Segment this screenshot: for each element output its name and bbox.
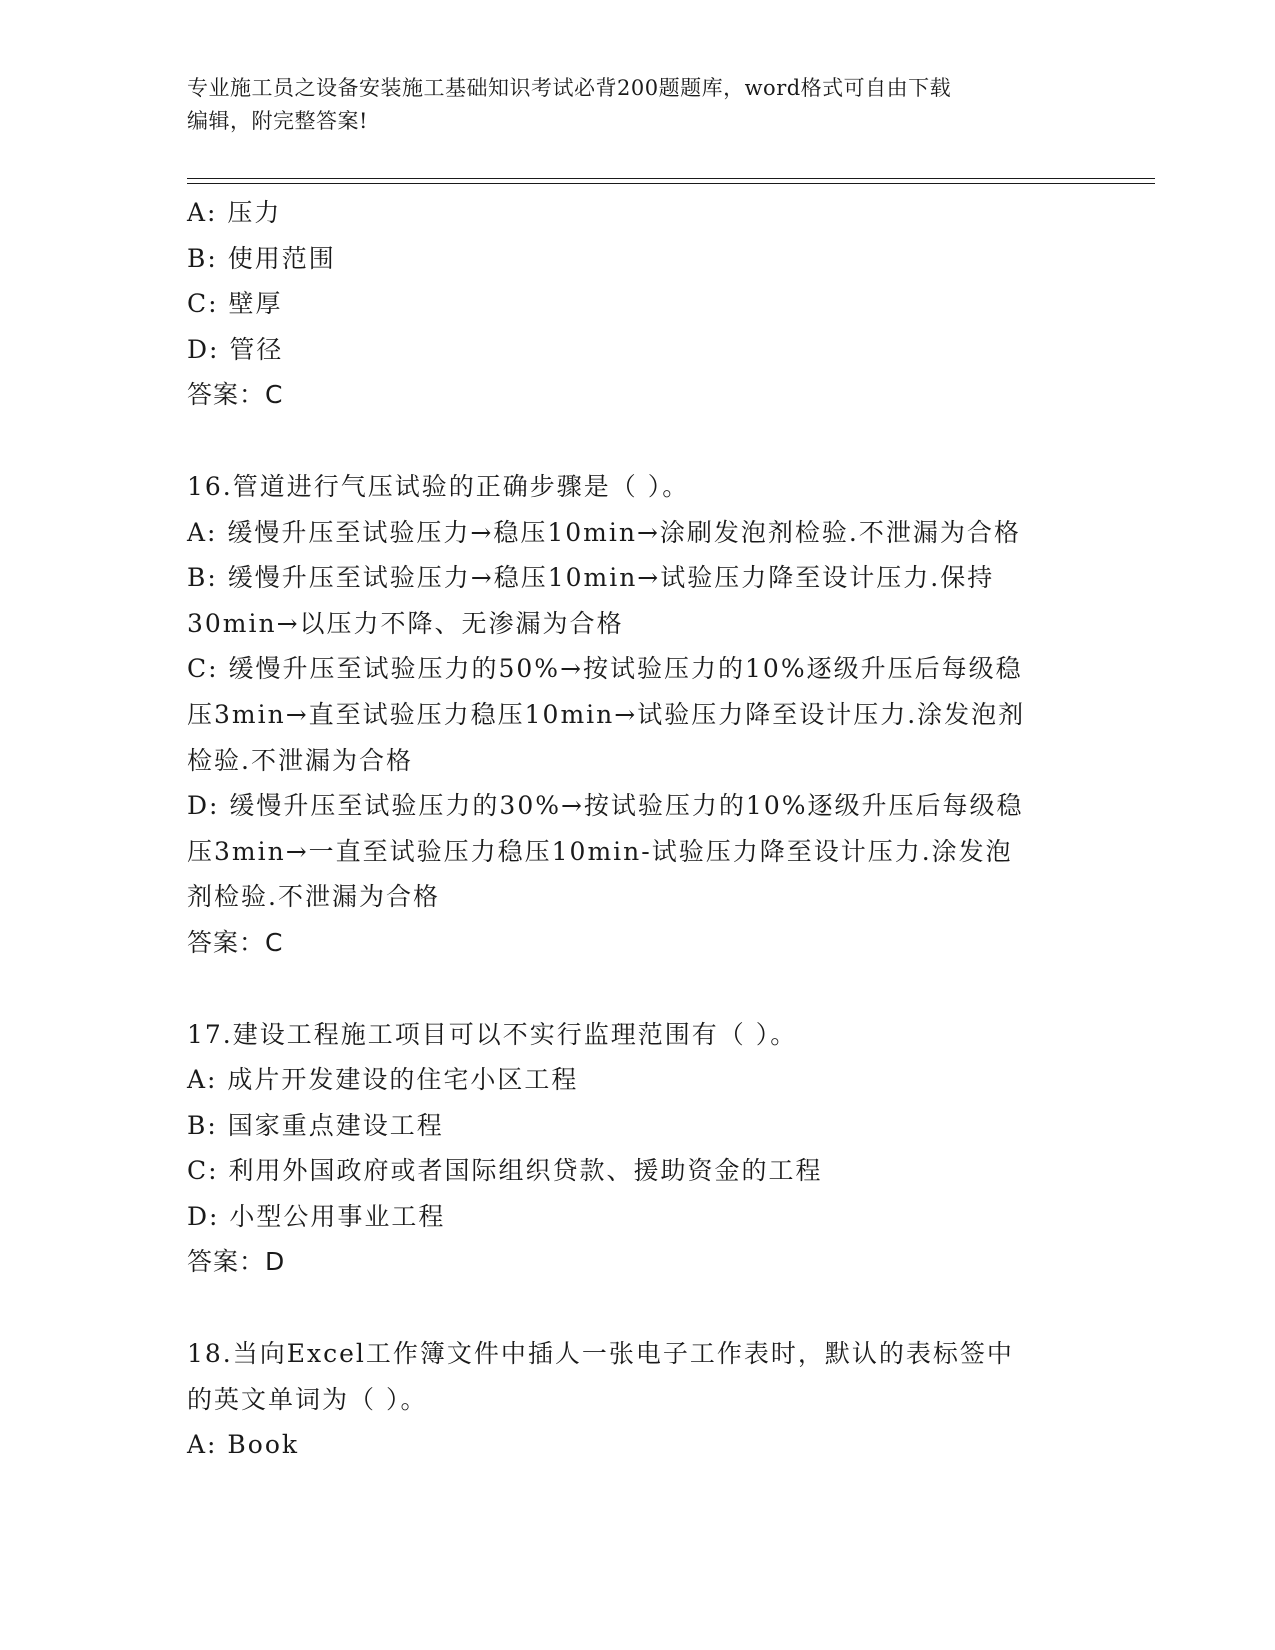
answer-label: 答案：C (187, 380, 284, 410)
document-header (187, 72, 1087, 138)
option-a: A: 缓慢升压至试验压力→稳压10min→涂刷发泡剂检验.不泄漏为合格 (187, 517, 1021, 547)
option-a: A: 压力 (187, 198, 282, 227)
option-c: C: 利用外国政府或者国际组织贷款、援助资金的工程 (187, 1156, 823, 1186)
question-text: 16.管道进行气压试验的正确步骤是（ ）。 (187, 471, 690, 501)
answer-label: 答案：C (187, 927, 284, 957)
answer-label: 答案：D (187, 1247, 286, 1277)
question-list (187, 190, 1087, 1468)
option-a: A: Book (187, 1430, 300, 1460)
question-17-block (187, 1012, 1087, 1286)
option-c: C: 缓慢升压至试验压力的50%→按试验压力的10%逐级升压后每级稳 (187, 654, 1023, 684)
question-16-block (187, 464, 1087, 966)
option-c-continued: 压3min→直至试验压力稳压10min→试验压力降至设计压力.涂发泡剂 (187, 699, 1026, 729)
option-c: C: 壁厚 (187, 289, 283, 319)
question-text: 17.建设工程施工项目可以不实行监理范围有（ ）。 (187, 1019, 798, 1049)
question-18-block (187, 1331, 1087, 1468)
option-c-continued: 检验.不泄漏为合格 (187, 745, 413, 775)
question-text: 18.当向Excel工作簿文件中插人一张电子工作表时，默认的表标签中 (187, 1339, 1014, 1369)
option-b: B: 国家重点建设工程 (187, 1110, 444, 1140)
option-d: D: 缓慢升压至试验压力的30%→按试验压力的10%逐级升压后每级稳 (187, 791, 1024, 821)
question-15-block (187, 190, 1087, 418)
option-d: D: 小型公用事业工程 (187, 1201, 446, 1231)
option-d-continued: 压3min→一直至试验压力稳压10min-试验压力降至设计压力.涂发泡 (187, 836, 1013, 866)
option-b: B: 使用范围 (187, 243, 336, 273)
option-b: B: 缓慢升压至试验压力→稳压10min→试验压力降至设计压力.保持 (187, 563, 995, 593)
option-a: A: 成片开发建设的住宅小区工程 (187, 1065, 579, 1095)
option-d-continued: 剂检验.不泄漏为合格 (187, 882, 440, 912)
option-d: D: 管径 (187, 334, 284, 364)
question-gap (187, 418, 1087, 464)
option-b-continued: 30min→以压力不降、无渗漏为合格 (187, 608, 624, 638)
question-gap (187, 966, 1087, 1012)
question-text-continued: 的英文单词为（ ）。 (187, 1384, 428, 1414)
question-gap (187, 1285, 1087, 1331)
header-rule-top (187, 178, 1155, 179)
header-rule-bottom (187, 183, 1155, 184)
header-title-line-2: 编辑，附完整答案! (187, 109, 368, 133)
header-title-line-1: 专业施工员之设备安装施工基础知识考试必背200题题库，word格式可自由下载 (187, 76, 952, 100)
